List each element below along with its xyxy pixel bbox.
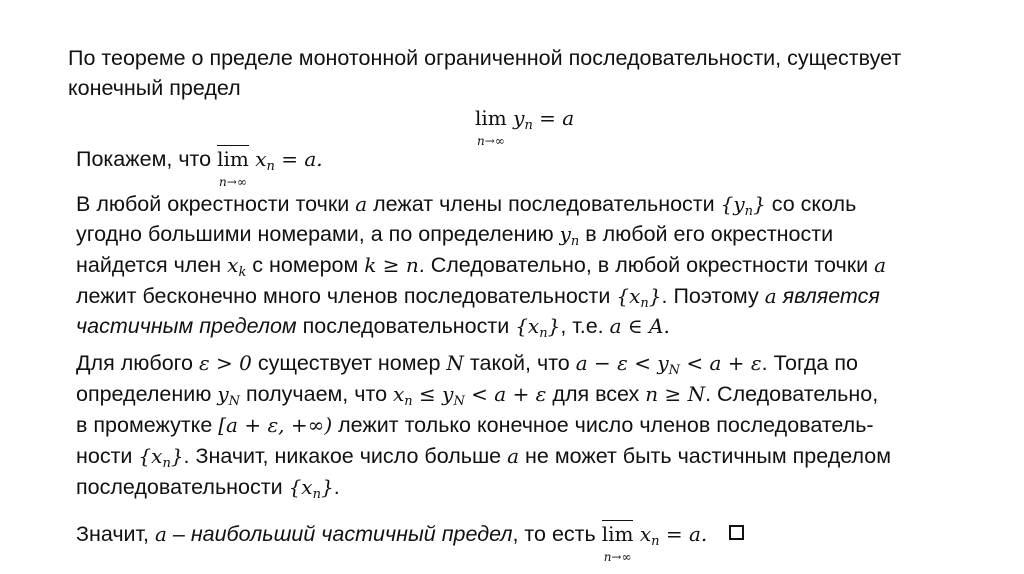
para2-line-4: лежит бесконечно много членов последовательности $\{x_n\}$. Поэтому a является [76, 284, 880, 311]
para3-line-1: Для любого ε > 0 существует номер N такой, что $a - \varepsilon < y_N < a + \varepsilon$. Тогда по [76, 351, 858, 378]
para3-line-3: в промежутке [a + ε, +∞) лежит только конечное число членов последователь- [76, 413, 874, 437]
intro-line-2: конечный предел [68, 76, 241, 100]
para2-line-2: угодно большими номерами, а по определению $y_n$ в любой его окрестности [76, 222, 834, 249]
para3-line-4: ности $\{x_n\}$. Значит, никакое число больше a не может быть частичным пределом [76, 444, 892, 471]
para3-line-2: определению $y_N$ получаем, что $x_n \le y_N < a + \varepsilon$ для всех n ≥ N. Следовательно, [76, 382, 879, 409]
conclusion-line: Значит, a – наибольший частичный предел, то есть lim n→∞ $x_n = a$. [76, 520, 744, 556]
para3-line-5: последовательности $\{x_n\}$. [76, 475, 340, 502]
limit-equation: lim n→∞ $y_n = a$ [475, 106, 575, 148]
intro-line-1: По теореме о пределе монотонной ограниченной последовательности, существует [68, 46, 902, 70]
lim-operator: lim n→∞ [475, 106, 507, 148]
para2-line-3: найдется член $x_k$ с номером k ≥ n. Следовательно, в любой окрестности точки a [76, 253, 887, 280]
para2-line-1: В любой окрестности точки a лежат члены последовательности $\{y_n\}$ со сколь [76, 192, 857, 219]
para2-line-5: частичным пределом последовательности $\{x_n\}$, т.е. a ∈ A. [76, 314, 670, 341]
show-line: Покажем, что lim n→∞ $x_n = a$. [76, 147, 323, 189]
limsup-operator: lim n→∞ [217, 147, 249, 189]
limsup-operator-final: lim n→∞ [601, 522, 634, 564]
qed-square-icon [729, 525, 744, 540]
